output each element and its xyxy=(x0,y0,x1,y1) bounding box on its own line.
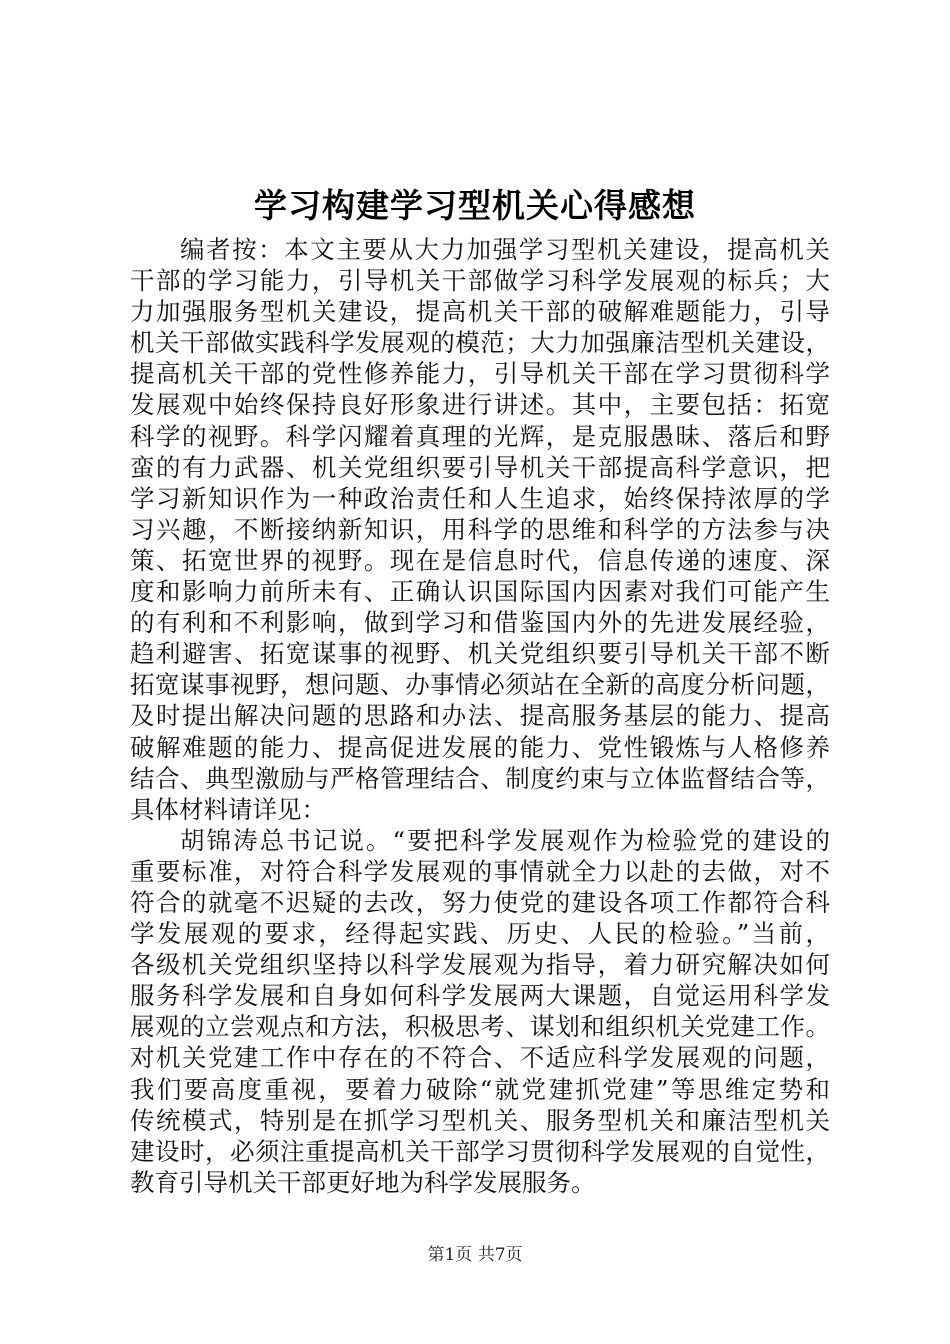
text-line: 习兴趣，不断接纳新知识，用科学的思维和科学的方法参与决 xyxy=(130,514,830,544)
text-line: 重要标准，对符合科学发展观的事情就全力以赴的去做，对不 xyxy=(130,856,830,886)
text-line: 蛮的有力武器、机关党组织要引导机关干部提高科学意识，把 xyxy=(130,452,830,482)
page-footer: 第1页 共7页 xyxy=(427,1245,523,1265)
paragraph-editor-note xyxy=(130,234,830,825)
document-title: 学习构建学习型机关心得感想 xyxy=(254,186,696,225)
text-line: 结合、典型激励与严格管理结合、制度约束与立体监督结合等， xyxy=(130,763,830,793)
text-line: 编者按：本文主要从大力加强学习型机关建设，提高机关 xyxy=(180,235,830,264)
text-line: 符合的就毫不迟疑的去改，努力使党的建设各项工作都符合科 xyxy=(130,887,830,917)
text-line: 发展观中始终保持良好形象进行讲述。其中，主要包括：拓宽 xyxy=(130,390,830,420)
text-line: 展观的立尝观点和方法，积极思考、谋划和组织机关党建工作。 xyxy=(130,1012,830,1042)
text-line: 干部的学习能力，引导机关干部做学习科学发展观的标兵；大 xyxy=(130,266,830,296)
text-line: 对机关党建工作中存在的不符合、不适应科学发展观的问题， xyxy=(130,1043,830,1073)
text-line: 科学的视野。科学闪耀着真理的光辉，是克服愚昧、落后和野 xyxy=(130,421,830,451)
text-line: 建设时，必须注重提高机关干部学习贯彻科学发展观的自觉性， xyxy=(130,1136,830,1166)
text-line: 拓宽谋事视野，想问题、办事情必须站在全新的高度分析问题， xyxy=(130,670,830,700)
text-line: 及时提出解决问题的思路和办法、提高服务基层的能力、提高 xyxy=(130,701,830,731)
paragraph-main xyxy=(130,825,830,1198)
text-line: 学发展观的要求，经得起实践、历史、人民的检验。”当前， xyxy=(130,919,830,949)
text-line: 各级机关党组织坚持以科学发展观为指导，着力研究解决如何 xyxy=(130,950,830,980)
text-line: 我们要高度重视，要着力破除“就党建抓党建”等思维定势和 xyxy=(130,1074,830,1104)
text-line: 提高机关干部的党性修养能力，引导机关干部在学习贯彻科学 xyxy=(130,359,830,389)
text-line: 度和影响力前所未有、正确认识国际国内因素对我们可能产生 xyxy=(130,577,830,607)
text-line: 机关干部做实践科学发展观的模范；大力加强廉洁型机关建设， xyxy=(130,328,830,358)
text-line: 具体材料请详见： xyxy=(130,794,326,824)
text-line: 服务科学发展和自身如何科学发展两大课题，自觉运用科学发 xyxy=(130,981,830,1011)
text-line: 策、拓宽世界的视野。现在是信息时代，信息传递的速度、深 xyxy=(130,545,830,575)
text-line: 力加强服务型机关建设，提高机关干部的破解难题能力，引导 xyxy=(130,297,830,327)
document-body xyxy=(130,234,830,1198)
text-line: 胡锦涛总书记说。“要把科学发展观作为检验党的建设的 xyxy=(180,825,830,855)
text-line: 趋利避害、拓宽谋事的视野、机关党组织要引导机关干部不断 xyxy=(130,639,830,669)
text-line: 传统模式，特别是在抓学习型机关、服务型机关和廉洁型机关 xyxy=(130,1105,830,1135)
text-line: 学习新知识作为一种政治责任和人生追求，始终保持浓厚的学 xyxy=(130,483,830,513)
text-line: 破解难题的能力、提高促进发展的能力、党性锻炼与人格修养 xyxy=(130,732,830,762)
text-line: 教育引导机关干部更好地为科学发展服务。 xyxy=(130,1167,596,1197)
text-line: 的有利和不利影响，做到学习和借鉴国内外的先进发展经验， xyxy=(130,608,830,638)
